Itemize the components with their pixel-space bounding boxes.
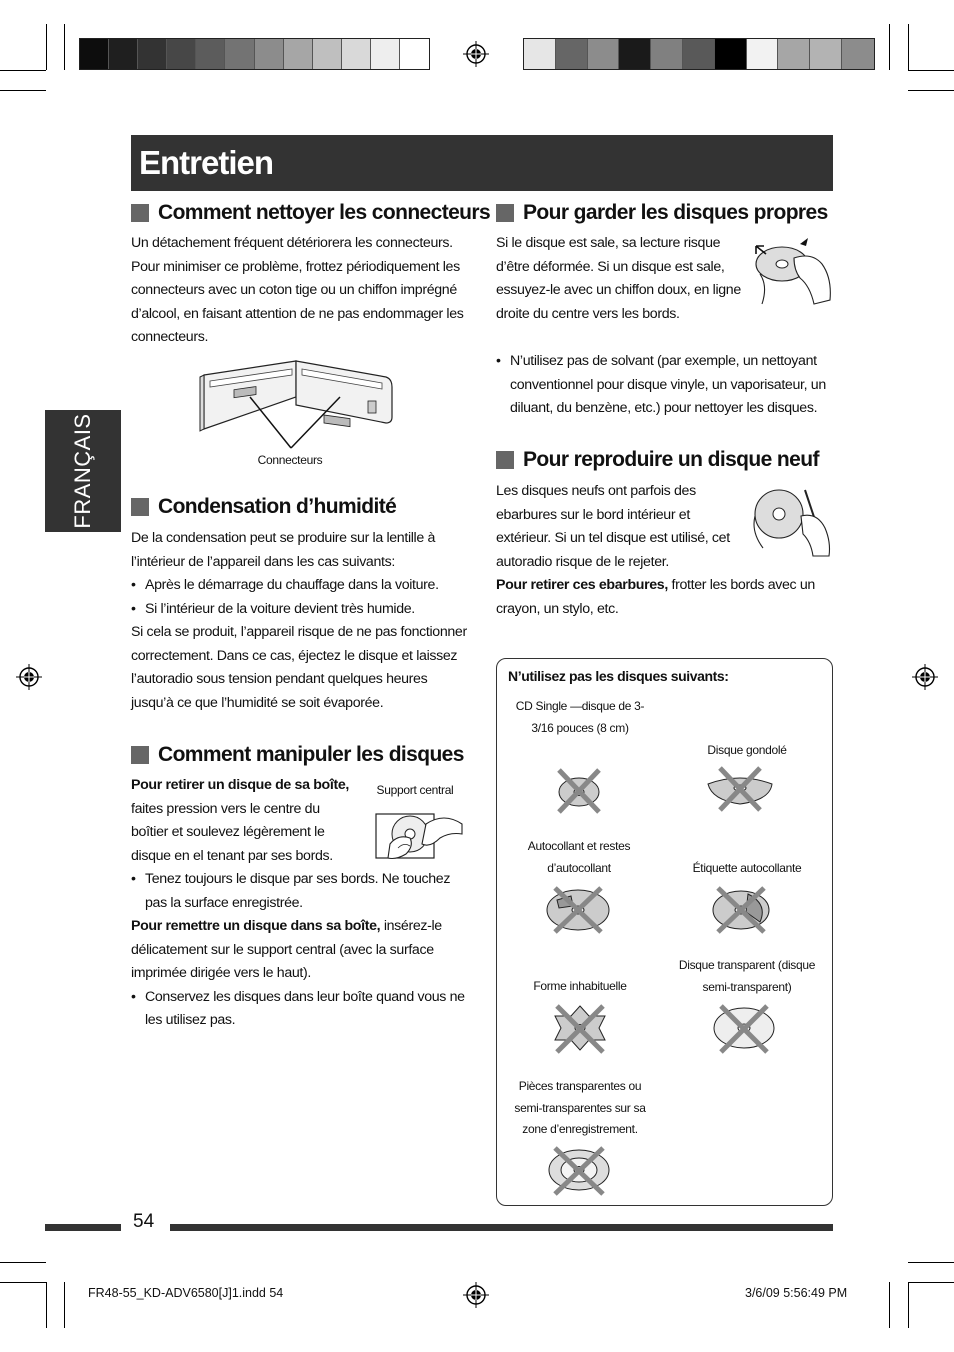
section-heading-neuf: Pour reproduire un disque neuf [496, 448, 819, 472]
registration-mark-icon [463, 1282, 489, 1308]
disc-item-label: CD Single —disque de 3-3/16 pouces (8 cm) [515, 699, 645, 735]
color-swatch [342, 39, 371, 69]
color-swatch [284, 39, 313, 69]
neuf-body: Les disques neufs ont parfois des ebarbures sur le bord intérieur et extérieur. Si un tel disque est utilisé, cet autoradio risque de le rejeter. [496, 483, 730, 570]
crop-mark [889, 24, 890, 70]
color-swatch [255, 39, 284, 69]
disc-pencil-hands-illustration [745, 486, 835, 558]
language-label: FRANÇAIS [70, 413, 95, 529]
manipuler-body: • Tenez toujours le disque par ses bords. Ne touchez pas la surface enregistrée. Pour remettre un disque dans sa boîte, insérez-le délicatement sur le support central (avec la surface imprimée dirigée vers le haut). • Conservez les disques dans leur boîte quand vous ne les utilisez pas. [131, 868, 473, 1033]
connector-pointer-lines [240, 392, 350, 452]
footer-rule-right [170, 1224, 833, 1231]
disc-case-hand-illustration [370, 804, 466, 864]
color-swatch [683, 39, 715, 69]
color-swatch [747, 39, 779, 69]
crop-mark [0, 70, 46, 71]
color-swatch [651, 39, 683, 69]
irregular-shape-disc-crossed-icon [549, 1002, 611, 1054]
crop-mark [908, 70, 954, 71]
file-slug: FR48-55_KD-ADV6580[J]1.indd 54 [88, 1286, 284, 1300]
propres-bullet-block [496, 350, 838, 421]
manipuler-bullet: • Conservez les disques dans leur boîte quand vous ne les utilisez pas. [131, 986, 473, 1033]
heading-square-icon [496, 204, 514, 222]
crop-mark [908, 1282, 909, 1328]
label-disc-crossed-icon [708, 884, 774, 934]
color-swatch [588, 39, 620, 69]
crop-mark [908, 1262, 954, 1263]
color-swatch [196, 39, 225, 69]
color-swatch [138, 39, 167, 69]
disc-item-label: Autocollant et restes d’autocollant [527, 839, 631, 875]
cd-single-disc-crossed-icon [551, 766, 607, 814]
propres-bullet: • N’utilisez pas de solvant (par exemple, un nettoyant conventionnel pour disque vinyle, un vaporisateur, un diluant, du benzène, etc.) pour nettoyer les disques. [496, 350, 838, 421]
registration-mark-icon [463, 41, 489, 67]
color-swatch [810, 39, 842, 69]
page-title: Entretien [139, 144, 274, 181]
color-swatch [556, 39, 588, 69]
crop-mark [908, 90, 954, 91]
section-heading-condensation: Condensation d’humidité [131, 495, 396, 519]
disc-item-label: Disque transparent (disque semi-transparent) [678, 958, 816, 994]
color-swatch [400, 39, 429, 69]
crop-mark [908, 24, 909, 70]
page-number: 54 [133, 1211, 155, 1232]
color-swatch [371, 39, 400, 69]
footer-rule-left [45, 1224, 121, 1231]
propres-body: Si le disque est sale, sa lecture risque d’être déformée. Si un disque est sale, essuyez-le avec un chiffon doux, en ligne droite du centre vers les bords. [496, 235, 741, 322]
color-swatch [842, 39, 874, 69]
color-calibration-bar-left [79, 38, 430, 70]
color-swatch [225, 39, 254, 69]
section-heading-propres: Pour garder les disques propres [496, 201, 828, 225]
section-heading-connecteurs: Comment nettoyer les connecteurs [131, 201, 490, 225]
color-swatch [167, 39, 196, 69]
crop-mark [908, 1282, 954, 1283]
disc-item-label: Pièces transparentes ou semi-transparentes sur sa zone d’enregistrement. [514, 1079, 646, 1136]
transparent-disc-crossed-icon [711, 1002, 777, 1054]
crop-mark [0, 90, 46, 91]
registration-mark-icon [16, 664, 42, 690]
language-tab [45, 410, 121, 532]
neuf-body-end: Pour retirer ces ebarbures, frotter les bords avec un crayon, un stylo, etc. [496, 577, 815, 617]
warped-disc-crossed-icon [702, 764, 778, 812]
crop-mark [0, 1262, 46, 1263]
condensation-bullet: • Si l’intérieur de la voiture devient très humide. [131, 598, 473, 622]
color-swatch [715, 39, 747, 69]
color-swatch [619, 39, 651, 69]
crop-mark [889, 1282, 890, 1328]
disc-item-label: Disque gondolé [707, 743, 787, 757]
sticker-disc-crossed-icon [543, 884, 613, 934]
connecteurs-body: Un détachement fréquent détériorera les connecteurs. Pour minimiser ce problème, frottez périodiquement les connecteurs avec un coton tige ou un chiffon imprégné d’alcool, en faisant attention de ne pas endommager les connecteurs. [131, 235, 464, 345]
manipuler-bullet: • Tenez toujours le disque par ses bords. Ne touchez pas la surface enregistrée. [131, 868, 473, 915]
registration-mark-icon [912, 664, 938, 690]
disc-item-label: Forme inhabituelle [533, 979, 627, 993]
page-title-band [131, 135, 833, 191]
color-swatch [80, 39, 109, 69]
color-swatch [109, 39, 138, 69]
crop-mark [46, 1282, 47, 1328]
section-heading-manipuler: Comment manipuler les disques [131, 743, 464, 767]
warning-box-heading: N’utilisez pas les disques suivants: [508, 668, 729, 684]
color-swatch [313, 39, 342, 69]
disc-wiping-hands-illustration [750, 234, 836, 308]
condensation-body: De la condensation peut se produire sur la lentille à l’intérieur de l’appareil dans les cas suivants: • Après le démarrage du chauffage dans la voiture. • Si l’intérieur de la voiture devient très humide. Si cela se produit, l’appareil risque de ne pas fonctionner correctement. Dans ce cas, éjectez le disque et laissez l’autoradio sous tension pendant quelques heures jusqu’à ce que l’humidité se soit évaporée. [131, 527, 473, 715]
crop-mark [46, 24, 47, 70]
semi-transparent-area-disc-crossed-icon [545, 1144, 613, 1196]
heading-square-icon [131, 498, 149, 516]
heading-square-icon [131, 746, 149, 764]
heading-square-icon [496, 451, 514, 469]
connecteurs-caption: Connecteurs [257, 453, 323, 467]
color-calibration-bar-right [523, 38, 875, 70]
disc-item-label: Étiquette autocollante [692, 861, 802, 875]
print-timestamp: 3/6/09 5:56:49 PM [745, 1286, 848, 1300]
crop-mark [64, 1282, 65, 1328]
condensation-bullet: • Après le démarrage du chauffage dans la voiture. [131, 574, 473, 598]
manipuler-intro: Pour retirer un disque de sa boîte, faites pression vers le centre du boîtier et soulevez légèrement le disque en el tenant par ses bords. [131, 777, 349, 864]
color-swatch [778, 39, 810, 69]
support-central-caption: Support central [376, 783, 454, 797]
color-swatch [524, 39, 556, 69]
crop-mark [0, 1282, 46, 1283]
crop-mark [64, 24, 65, 70]
heading-square-icon [131, 204, 149, 222]
